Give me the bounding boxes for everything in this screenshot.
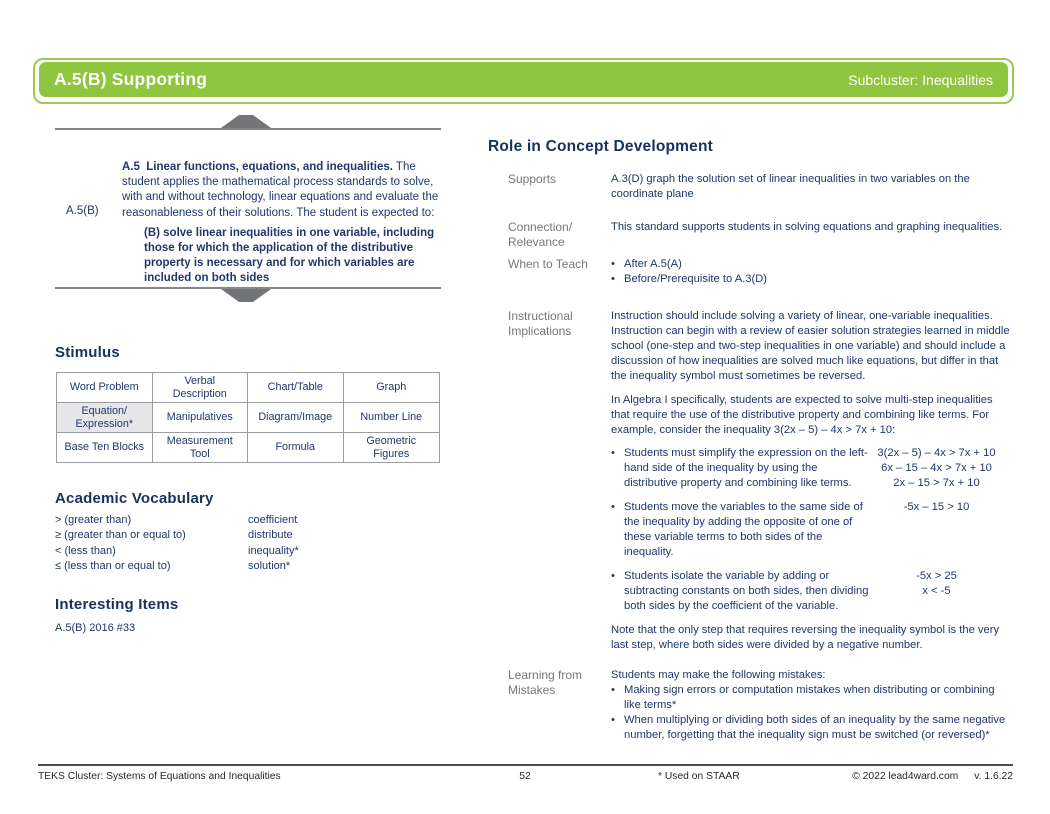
triangle-down-icon	[221, 289, 271, 302]
stimulus-table	[56, 372, 440, 463]
footer-copyright-text: © 2022 lead4ward.com	[852, 771, 959, 782]
mistakes-label-line1: Learning from	[508, 668, 583, 682]
when-bullet-text: After A.5(A)	[624, 258, 682, 270]
instructional-step	[611, 500, 1014, 560]
subcluster-label: Subcluster: Inequalities	[848, 71, 993, 88]
when-to-teach-list	[611, 257, 1014, 287]
instructional-label-line2: Implications	[508, 323, 572, 338]
divider-top	[55, 128, 441, 130]
stimulus-cell: Formula	[248, 433, 344, 462]
interesting-items-heading: Interesting Items	[55, 596, 179, 613]
role-row-when-to-teach	[488, 257, 1014, 287]
step-text: Students isolate the variable by adding or subtracting constants on both sides, then dividing both sides by the coefficient of the variable.	[624, 570, 869, 612]
instructional-step	[611, 569, 1014, 614]
vocabulary-symbol: ≥ (greater than or equal to)	[55, 529, 186, 542]
math-line: x < -5	[922, 585, 951, 597]
step-math	[873, 569, 1014, 599]
math-line: 6x – 15 – 4x > 7x + 10	[881, 462, 992, 474]
stimulus-cell: Base Ten Blocks	[57, 433, 153, 462]
vocabulary-symbols-list	[55, 513, 186, 574]
mistakes-label	[488, 668, 611, 743]
footer-version: v. 1.6.22	[974, 771, 1013, 782]
math-line: 3(2x – 5) – 4x > 7x + 10	[877, 447, 996, 459]
mistakes-label-line2: Mistakes	[508, 682, 556, 697]
stimulus-cell: Geometric Figures	[366, 435, 417, 460]
stimulus-cell-highlighted: Equation/ Expression*	[57, 403, 153, 433]
triangle-up-icon	[221, 115, 271, 128]
standard-expectation: (B) solve linear inequalities in one variable, including those for which the application of the distributive property is necessary and for which variables are included on both sides	[144, 226, 435, 285]
vocabulary-terms-list	[248, 513, 299, 574]
math-line: -5x > 25	[916, 570, 957, 582]
bullet-icon: •	[611, 258, 615, 270]
instructional-note: Note that the only step that requires reversing the inequality symbol is the very last step, where both sides were divided by a negative number.	[611, 624, 1000, 651]
bullet-icon: •	[611, 684, 615, 696]
stimulus-cell: Measurement Tool	[153, 433, 249, 462]
math-line: 2x – 15 > 7x + 10	[893, 477, 980, 489]
footer-staar-note: * Used on STAAR	[658, 771, 740, 782]
instructional-step	[611, 446, 1014, 491]
math-line: -5x – 15 > 10	[903, 501, 970, 513]
when-to-teach-label: When to Teach	[508, 257, 588, 271]
role-row-connection	[488, 220, 1014, 249]
footer-copyright	[852, 771, 1013, 782]
step-text: Students move the variables to the same side of the inequality by adding the opposite of one of these variable terms to both sides of the inequality.	[624, 501, 863, 558]
role-heading: Role in Concept Development	[488, 138, 714, 155]
step-text-row	[611, 446, 873, 491]
vocabulary-heading: Academic Vocabulary	[55, 490, 214, 507]
mistakes-content	[611, 668, 1014, 743]
header-bar	[39, 62, 1008, 97]
stimulus-cell: Verbal Description	[153, 373, 249, 403]
instructional-label-line1: Instructional	[508, 309, 573, 323]
vocabulary-term: solution*	[248, 559, 291, 572]
vocabulary-symbol: < (less than)	[55, 544, 116, 557]
role-row-supports	[488, 172, 1014, 202]
footer-cluster: TEKS Cluster: Systems of Equations and Inequalities	[38, 771, 281, 782]
step-text-row	[611, 500, 873, 560]
vocabulary-term: distribute	[248, 529, 293, 542]
stimulus-cell: Word Problem	[57, 373, 153, 403]
mistakes-bullet	[611, 713, 1014, 743]
connection-label-line1: Connection/	[508, 220, 573, 234]
bullet-icon: •	[611, 447, 615, 459]
step-math	[873, 446, 1014, 491]
bullet-icon: •	[611, 570, 615, 582]
step-text-row	[611, 569, 873, 614]
connection-label	[488, 220, 611, 249]
connection-text: This standard supports students in solving equations and graphing inequalities.	[611, 221, 1003, 233]
standard-intro-bold: A.5 Linear functions, equations, and inequalities.	[122, 161, 393, 173]
connection-label-line2: Relevance	[508, 234, 565, 249]
mistakes-bullet-text: When multiplying or dividing both sides of an inequality by the same negative number, forgetting that the inequality sign must be switched (or reversed)*	[624, 714, 1006, 741]
bullet-icon: •	[611, 714, 615, 726]
mistakes-bullet-text: Making sign errors or computation mistakes when distributing or combining like terms*	[624, 684, 995, 711]
stimulus-cell: Graph	[344, 373, 440, 403]
role-row-instructional	[488, 309, 1014, 653]
when-bullet-text: Before/Prerequisite to A.3(D)	[624, 273, 768, 285]
footer-rule	[38, 764, 1013, 766]
instructional-para2: In Algebra I specifically, students are expected to solve multi-step inequalities that require the use of the distributive property and combining like terms. For example, consider the inequality 3(2x – 5) – 4x > 7x + 10:	[611, 394, 993, 436]
supports-label: Supports	[508, 172, 557, 186]
stimulus-cell: Diagram/Image	[248, 403, 344, 433]
role-section	[488, 138, 1014, 743]
standard-intro	[122, 160, 445, 221]
supports-text: A.3(D) graph the solution set of linear inequalities in two variables on the coordinate plane	[611, 173, 970, 200]
vocabulary-term: inequality*	[248, 544, 299, 557]
role-row-mistakes	[488, 668, 1014, 743]
vocabulary-symbol: ≤ (less than or equal to)	[55, 559, 171, 572]
instructional-content	[611, 309, 1014, 653]
footer-page-number: 52	[519, 771, 531, 782]
step-math	[873, 500, 1014, 515]
instructional-label	[488, 309, 611, 653]
stimulus-cell: Chart/Table	[248, 373, 344, 403]
when-bullet	[611, 272, 1014, 287]
stimulus-cell: Manipulatives	[153, 403, 249, 433]
bullet-icon: •	[611, 273, 615, 285]
interesting-item: A.5(B) 2016 #33	[55, 622, 136, 634]
when-bullet	[611, 257, 1014, 272]
stimulus-cell: Number Line	[344, 403, 440, 433]
vocabulary-symbol: > (greater than)	[55, 514, 132, 526]
step-text: Students must simplify the expression on the left-hand side of the inequality by using the distributive property and combining like terms.	[624, 447, 868, 489]
page-title: A.5(B) Supporting	[54, 69, 208, 89]
standard-intro-rest: The student applies the mathematical process standards to solve, with and without technology, linear equations and evaluate the reasonableness of their solutions. The student is expected to:	[122, 161, 439, 219]
standard-description	[122, 160, 445, 287]
standard-code: A.5(B)	[66, 205, 99, 217]
instructional-para1: Instruction should include solving a variety of linear, one-variable inequalities. Instruction can begin with a review of easier solution strategies learned in middle school (one-step and two-step inequalities in one variable) and should include a discussion of how inequalities are solved much like equations, but differ in that the inequality symbol must sometimes be reversed.	[611, 310, 1010, 382]
mistakes-intro: Students may make the following mistakes:	[611, 669, 826, 681]
mistakes-bullet	[611, 683, 1014, 713]
divider-bottom	[55, 287, 441, 289]
stimulus-heading: Stimulus	[55, 344, 120, 361]
bullet-icon: •	[611, 501, 615, 513]
vocabulary-term: coefficient	[248, 514, 298, 526]
